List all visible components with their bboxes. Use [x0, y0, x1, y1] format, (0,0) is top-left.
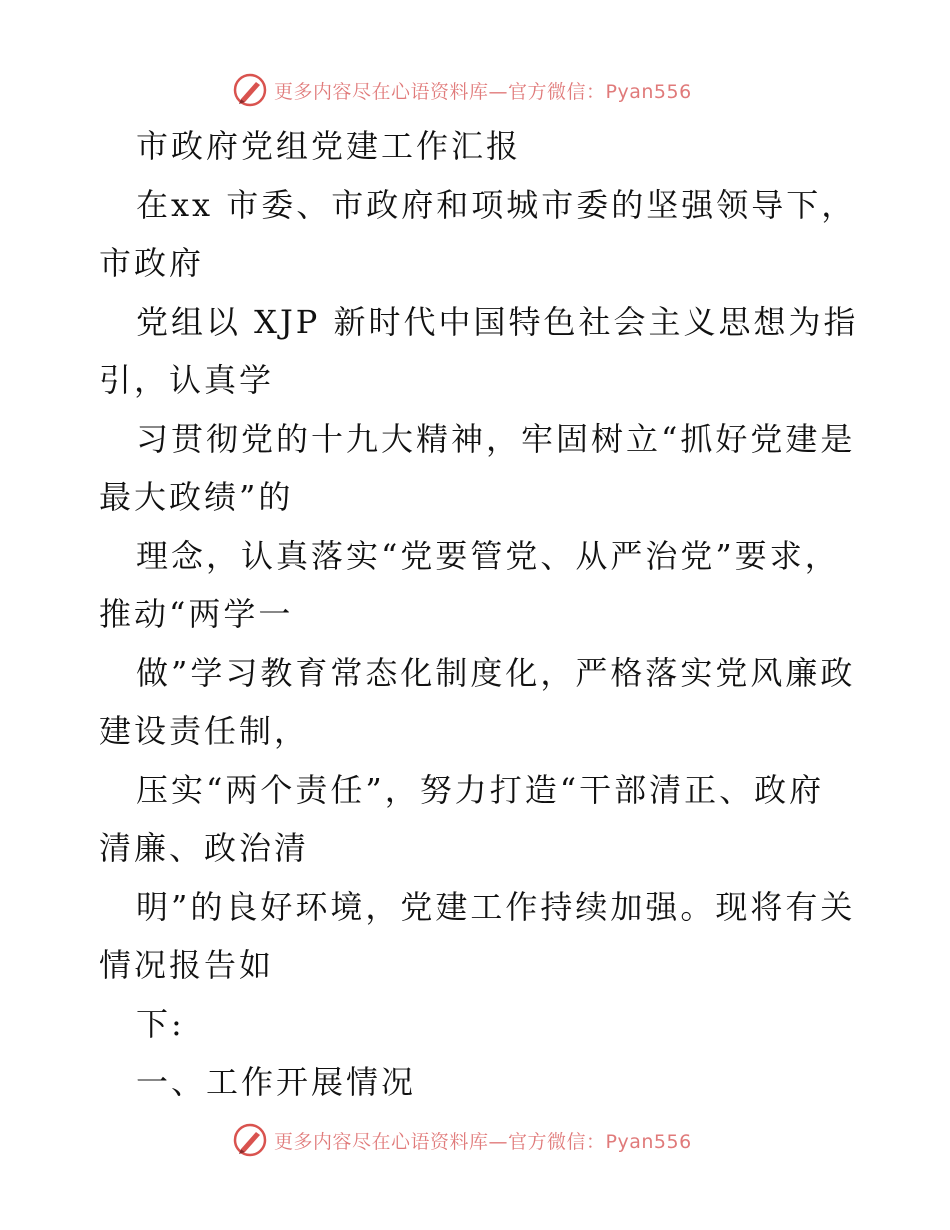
paragraph-line: 市政府	[99, 244, 205, 282]
pen-logo-icon	[232, 1122, 268, 1158]
paragraph-line: 最大政绩”的	[99, 478, 294, 516]
paragraph-line: 理念，认真落实“党要管党、从严治党”要求，	[136, 537, 840, 575]
paragraph-line: 清廉、政治清	[99, 829, 310, 867]
paragraph-line: 情况报告如	[99, 946, 275, 984]
paragraph-line: 建设责任制，	[99, 712, 310, 750]
paragraph-line: 在xx 市委、市政府和项城市委的坚强领导下，	[136, 186, 857, 224]
paragraph-line: 引，认真学	[99, 361, 275, 399]
pen-logo-icon	[232, 72, 268, 108]
header-watermark	[232, 70, 692, 110]
paragraph-line: 下:	[136, 1005, 185, 1043]
paragraph-line: 习贯彻党的十九大精神，牢固树立“抓好党建是	[136, 420, 856, 458]
document-title: 市政府党组党建工作汇报	[136, 127, 522, 165]
paragraph-line: 明”的良好环境，党建工作持续加强。现将有关	[136, 888, 856, 926]
paragraph-line: 推动“两学一	[99, 595, 294, 633]
paragraph-line: 做”学习教育常态化制度化，严格落实党风廉政	[136, 654, 856, 692]
watermark-text: 更多内容尽在心语资料库—官方微信：Pyan556	[274, 80, 692, 103]
section-heading: 一、工作开展情况	[136, 1063, 417, 1101]
footer-watermark	[232, 1120, 692, 1160]
watermark-text: 更多内容尽在心语资料库—官方微信：Pyan556	[274, 1130, 692, 1153]
paragraph-line: 压实“两个责任”，努力打造“干部清正、政府	[136, 771, 825, 809]
paragraph-line: 党组以 XJP 新时代中国特色社会主义思想为指	[136, 303, 859, 341]
